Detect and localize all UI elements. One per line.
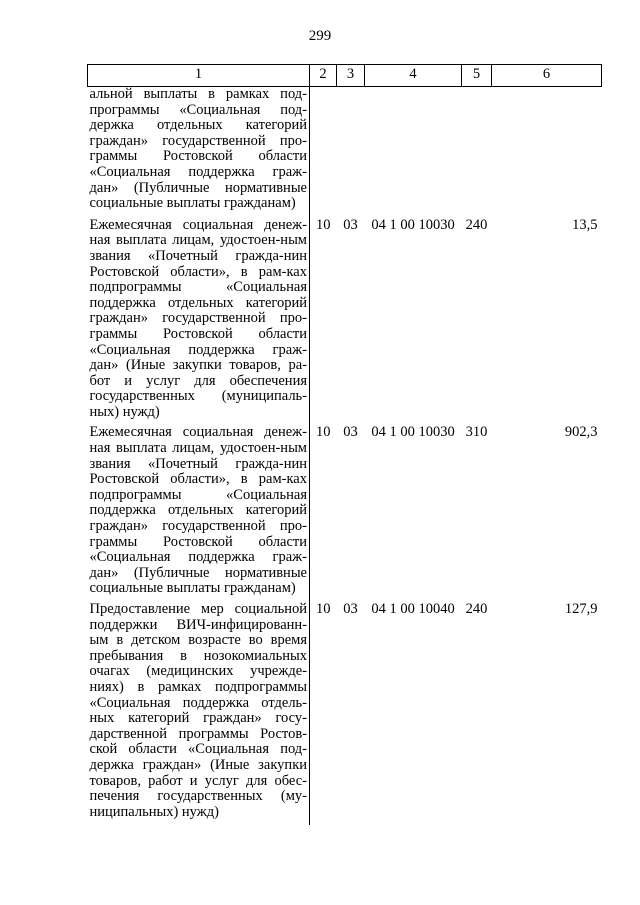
row-amount <box>492 87 602 218</box>
row-expense-type: 240 <box>465 216 488 233</box>
column-header-row <box>88 65 602 87</box>
table-row <box>88 218 602 426</box>
row-section <box>310 87 337 218</box>
table-row <box>88 87 602 218</box>
column-header-5: 5 <box>462 65 492 87</box>
row-target-article: 04 1 00 10030 <box>371 424 455 441</box>
row-expense-type: 310 <box>465 424 488 441</box>
row-section: 10 <box>316 601 331 617</box>
row-subsection: 03 <box>343 424 358 441</box>
row-subsection: 03 <box>343 216 358 233</box>
row-subsection: 03 <box>343 601 358 617</box>
column-header-3: 3 <box>337 65 365 87</box>
table-row <box>88 602 602 825</box>
page-number: 299 <box>308 28 332 44</box>
row-expense-type: 240 <box>465 601 488 617</box>
column-header-1: 1 <box>88 65 310 87</box>
row-amount: 127,9 <box>564 601 598 617</box>
row-section: 10 <box>316 216 331 233</box>
row-amount: 13,5 <box>572 216 598 233</box>
row-description: альной выплаты в рамках под-программы «Социальная под-держка отдельных категорий граждан» государственной про-граммы Ростовской области «Социальная поддержка граж-дан» (Публичные нормативные социальные выплаты гражданам) <box>88 87 310 218</box>
column-header-2: 2 <box>310 65 337 87</box>
row-amount: 902,3 <box>564 424 598 441</box>
table-row <box>88 425 602 602</box>
row-section: 10 <box>316 424 331 441</box>
row-target-article: 04 1 00 10030 <box>371 216 455 233</box>
row-target-article: 04 1 00 10040 <box>371 601 455 617</box>
row-description: Ежемесячная социальная денеж-ная выплата лицам, удостоен-ным звания «Почетный гражда-нин Ростовской области», в рам-ках подпрограммы «Социальная поддержка отдельных категорий граждан» государственной про-граммы Ростовской области «Социальная поддержка граж-дан» (Иные закупки товаров, ра-бот и услуг для обеспечения государственных (муниципаль-ных) нужд) <box>88 218 310 426</box>
row-description: Ежемесячная социальная денеж-ная выплата лицам, удостоен-ным звания «Почетный гражда-нин Ростовской области», в рам-ках подпрограммы «Социальная поддержка отдельных категорий граждан» государственной про-граммы Ростовской области «Социальная поддержка граж-дан» (Публичные нормативные социальные выплаты гражданам) <box>88 425 310 602</box>
row-subsection <box>337 87 365 218</box>
budget-table <box>87 64 602 825</box>
column-header-6: 6 <box>492 65 602 87</box>
column-header-4: 4 <box>365 65 462 87</box>
row-description: Предоставление мер социальной поддержки ВИЧ-инфицированн-ым в детском возрасте во время пребывания в нозокомиальных очагах (медицинских учрежде-ниях) в рамках подпрограммы «Социальная поддержка отдель-ных категорий граждан» госу-дарственной программы Ростов-ской области «Социальная под-держка граждан» (Иные закупки товаров, работ и услуг для обес-печения государственных (му-ниципальных) нужд) <box>88 602 310 825</box>
row-expense-type <box>462 87 492 218</box>
row-target-article <box>365 87 462 218</box>
